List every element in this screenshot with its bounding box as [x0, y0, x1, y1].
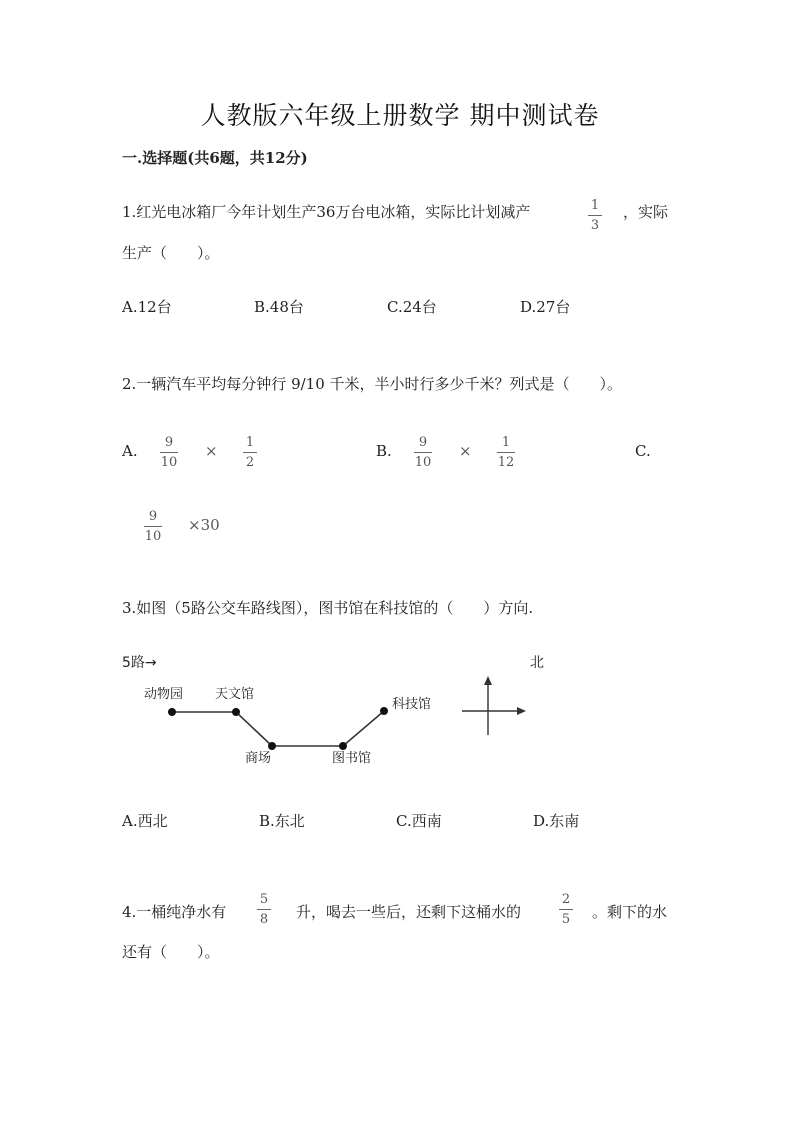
q4-fraction-1 — [257, 893, 271, 926]
numerator: 9 — [164, 435, 174, 450]
q1-option-a[interactable]: A.12台 — [122, 298, 172, 316]
q3-option-b[interactable]: B.东北 — [259, 812, 305, 830]
page-title: 人教版六年级上册数学 期中测试卷 — [200, 101, 600, 130]
denominator: 10 — [414, 455, 432, 470]
q3-text: 3.如图（5路公交车路线图），图书馆在科技馆的（ ）方向. — [122, 599, 534, 617]
q4-text-c: 。剩下的水 — [592, 903, 668, 921]
q4-text-d: 还有（ ）。 — [122, 943, 220, 961]
q1-text-a: 1.红光电冰箱厂今年计划生产36万台电冰箱，实际比计划减产 — [122, 203, 531, 221]
numerator: 2 — [561, 892, 571, 907]
stop-label-library: 图书馆 — [332, 751, 372, 766]
route-label: 5路→ — [122, 655, 157, 671]
q2-option-a-times: × — [205, 442, 218, 460]
denominator: 10 — [160, 455, 178, 470]
q2-option-c-suffix: ×30 — [188, 516, 220, 534]
q2-option-b-label[interactable]: B. — [376, 442, 392, 460]
q3-option-c[interactable]: C.西南 — [396, 812, 442, 830]
q4-text-a: 4.一桶纯净水有 — [122, 903, 227, 921]
q2-option-a-fraction-1 — [160, 436, 178, 469]
denominator: 10 — [144, 529, 162, 544]
stop-marker-mall — [268, 742, 276, 750]
stop-label-zoo: 动物园 — [144, 687, 184, 702]
q1-fraction — [588, 199, 602, 232]
stop-label-planetarium: 天文馆 — [215, 687, 255, 702]
north-label: 北 — [530, 655, 544, 671]
compass-icon — [462, 676, 526, 735]
q2-option-c-label[interactable]: C. — [635, 442, 651, 460]
q4-fraction-2 — [559, 893, 573, 926]
q2-option-b-times: × — [459, 442, 472, 460]
q2-option-a-fraction-2 — [243, 436, 257, 469]
numerator: 1 — [501, 435, 511, 450]
stop-marker-science-museum — [380, 707, 388, 715]
stop-marker-library — [339, 742, 347, 750]
fraction-bar — [144, 526, 162, 527]
q1-option-c[interactable]: C.24台 — [387, 298, 437, 316]
fraction-bar — [160, 452, 178, 453]
numerator: 9 — [148, 509, 158, 524]
bus-route-map — [110, 640, 580, 775]
stop-marker-zoo — [168, 708, 176, 716]
q2-option-b-fraction-2 — [497, 436, 515, 469]
stop-label-science-museum: 科技馆 — [392, 697, 432, 712]
fraction-bar — [414, 452, 432, 453]
fraction-bar — [588, 215, 602, 216]
fraction-bar — [243, 452, 257, 453]
denominator: 12 — [497, 455, 515, 470]
q2-text: 2.一辆汽车平均每分钟行 9/10 千米，半小时行多少千米？列式是（ ）。 — [122, 375, 623, 393]
numerator: 9 — [418, 435, 428, 450]
numerator: 5 — [259, 892, 269, 907]
route-line — [172, 711, 384, 746]
q1-fraction-numerator: 1 — [590, 198, 600, 213]
q1-option-d[interactable]: D.27台 — [520, 298, 571, 316]
denominator: 2 — [245, 455, 255, 470]
denominator: 5 — [561, 912, 571, 927]
q1-option-b[interactable]: B.48台 — [254, 298, 304, 316]
q2-option-a-label[interactable]: A. — [122, 442, 138, 460]
denominator: 8 — [259, 912, 269, 927]
fraction-bar — [497, 452, 515, 453]
q1-text-c: 生产（ ）。 — [122, 244, 220, 262]
q2-option-b-fraction-1 — [414, 436, 432, 469]
q1-fraction-denominator: 3 — [590, 218, 600, 233]
q2-option-c-fraction — [144, 510, 162, 543]
stop-label-mall: 商场 — [245, 751, 272, 766]
q3-option-d[interactable]: D.东南 — [533, 812, 580, 830]
fraction-bar — [559, 909, 573, 910]
numerator: 1 — [245, 435, 255, 450]
stop-marker-planetarium — [232, 708, 240, 716]
q4-text-b: 升，喝去一些后，还剩下这桶水的 — [296, 903, 522, 921]
q1-text-b: ，实际 — [623, 203, 669, 221]
section-heading: 一.选择题(共6题，共12分) — [122, 149, 308, 167]
fraction-bar — [257, 909, 271, 910]
q3-option-a[interactable]: A.西北 — [122, 812, 168, 830]
